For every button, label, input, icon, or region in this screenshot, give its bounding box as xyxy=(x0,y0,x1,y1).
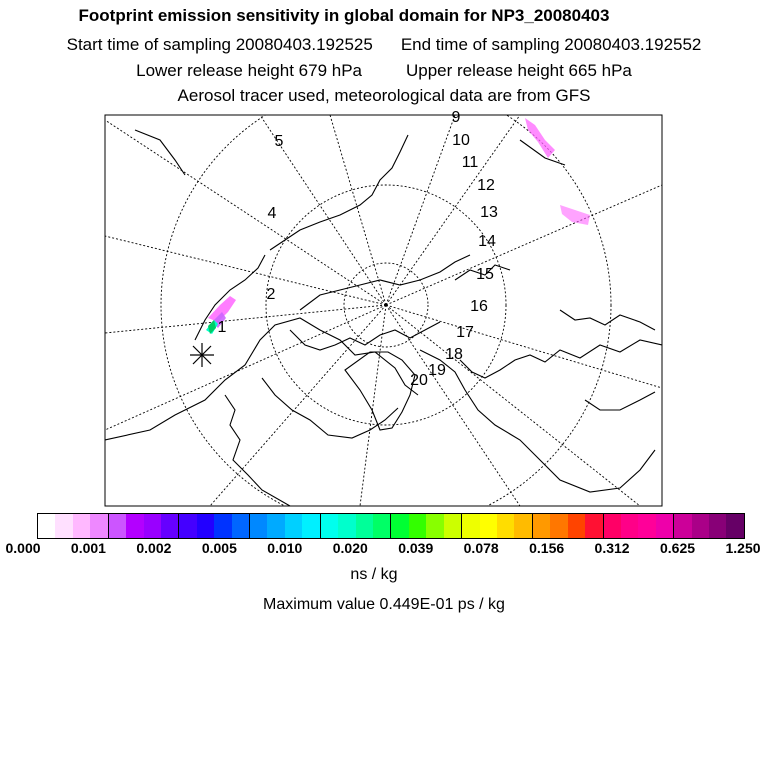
colorbar-tick-label: 0.156 xyxy=(529,540,565,556)
colorbar-ticks xyxy=(0,540,768,560)
colorbar-swatch xyxy=(73,514,90,538)
trajectory-label: 4 xyxy=(267,205,277,222)
colorbar-swatch xyxy=(55,514,72,538)
colorbar-tick-label: 0.002 xyxy=(136,540,172,556)
colorbar-swatch xyxy=(692,514,709,538)
coastlines xyxy=(105,130,662,506)
colorbar-swatch xyxy=(409,514,426,538)
plume-patch xyxy=(525,118,555,158)
asterisk-icon xyxy=(190,343,214,367)
colorbar-tick-label: 0.000 xyxy=(5,540,41,556)
colorbar-swatch xyxy=(373,514,391,538)
colorbar-swatch xyxy=(356,514,373,538)
colorbar-swatch xyxy=(338,514,355,538)
trajectory-label: 2 xyxy=(266,286,276,303)
map-frame xyxy=(105,115,662,506)
trajectory-label: 11 xyxy=(461,154,479,171)
colorbar-swatch xyxy=(480,514,497,538)
colorbar-tick-label: 0.001 xyxy=(70,540,106,556)
colorbar-swatch xyxy=(497,514,514,538)
colorbar-swatch xyxy=(179,514,196,538)
colorbar-tick-label: 0.020 xyxy=(332,540,368,556)
colorbar-swatch xyxy=(726,514,743,538)
colorbar-swatch xyxy=(126,514,143,538)
colorbar-swatch xyxy=(267,514,284,538)
colorbar-swatch xyxy=(109,514,126,538)
colorbar-swatch xyxy=(621,514,638,538)
colorbar-swatch xyxy=(444,514,462,538)
trajectory-label: 16 xyxy=(470,298,488,315)
colorbar-swatch xyxy=(656,514,674,538)
colorbar-swatch xyxy=(638,514,655,538)
trajectory-label: 14 xyxy=(478,233,496,250)
map-title: Footprint emission sensitivity in global domain for NP3_20080403 xyxy=(78,6,610,25)
colorbar-swatch xyxy=(302,514,320,538)
trajectory-label: 20 xyxy=(410,372,428,389)
colorbar-swatch xyxy=(585,514,603,538)
maximum-value: Maximum value 0.449E-01 ps / kg xyxy=(263,596,505,613)
colorbar-swatch xyxy=(514,514,532,538)
colorbar-swatch xyxy=(674,514,691,538)
colorbar-tick-label: 0.078 xyxy=(463,540,499,556)
trajectory-label: 19 xyxy=(428,362,446,379)
colorbar-swatch xyxy=(426,514,443,538)
trajectory-label: 1 xyxy=(217,319,227,336)
colorbar-swatch xyxy=(197,514,214,538)
colorbar-swatch xyxy=(709,514,726,538)
colorbar xyxy=(37,513,745,539)
colorbar-swatch xyxy=(38,514,55,538)
colorbar-swatch xyxy=(604,514,621,538)
colorbar-tick-label: 0.039 xyxy=(398,540,434,556)
colorbar-swatch xyxy=(285,514,302,538)
aerosol-info: Aerosol tracer used, meteorological data are from GFS xyxy=(177,86,591,105)
colorbar-swatch xyxy=(90,514,108,538)
colorbar-tick-label: 1.250 xyxy=(725,540,761,556)
trajectory-label: 15 xyxy=(476,266,494,283)
trajectory-label: 10 xyxy=(452,132,470,149)
end-time-label: End time of sampling 20080403.192552 xyxy=(400,35,702,54)
upper-height-label: Upper release height 665 hPa xyxy=(406,61,632,80)
colorbar-swatch xyxy=(214,514,231,538)
trajectory-label: 5 xyxy=(274,133,284,150)
colorbar-swatch xyxy=(550,514,567,538)
colorbar-swatch xyxy=(250,514,267,538)
emission-plume xyxy=(206,118,590,334)
plume-patch xyxy=(560,205,590,225)
colorbar-tick-label: 0.312 xyxy=(594,540,630,556)
colorbar-swatch xyxy=(391,514,408,538)
trajectory-label: 9 xyxy=(451,109,461,126)
colorbar-swatch xyxy=(462,514,479,538)
colorbar-tick-label: 0.625 xyxy=(660,540,696,556)
colorbar-swatch xyxy=(144,514,161,538)
colorbar-tick-label: 0.005 xyxy=(201,540,237,556)
lower-height-label: Lower release height 679 hPa xyxy=(136,61,362,80)
trajectory-label: 18 xyxy=(445,346,463,363)
colorbar-swatch xyxy=(161,514,179,538)
start-time-label: Start time of sampling 20080403.192525 xyxy=(66,35,373,54)
colorbar-unit: ns / kg xyxy=(350,566,398,583)
colorbar-swatch xyxy=(533,514,550,538)
trajectory-label: 17 xyxy=(456,324,474,341)
colorbar-swatch xyxy=(568,514,585,538)
colorbar-swatch xyxy=(321,514,338,538)
trajectory-label: 13 xyxy=(480,204,498,221)
colorbar-swatch xyxy=(232,514,250,538)
trajectory-label: 12 xyxy=(477,177,495,194)
colorbar-tick-label: 0.010 xyxy=(267,540,303,556)
